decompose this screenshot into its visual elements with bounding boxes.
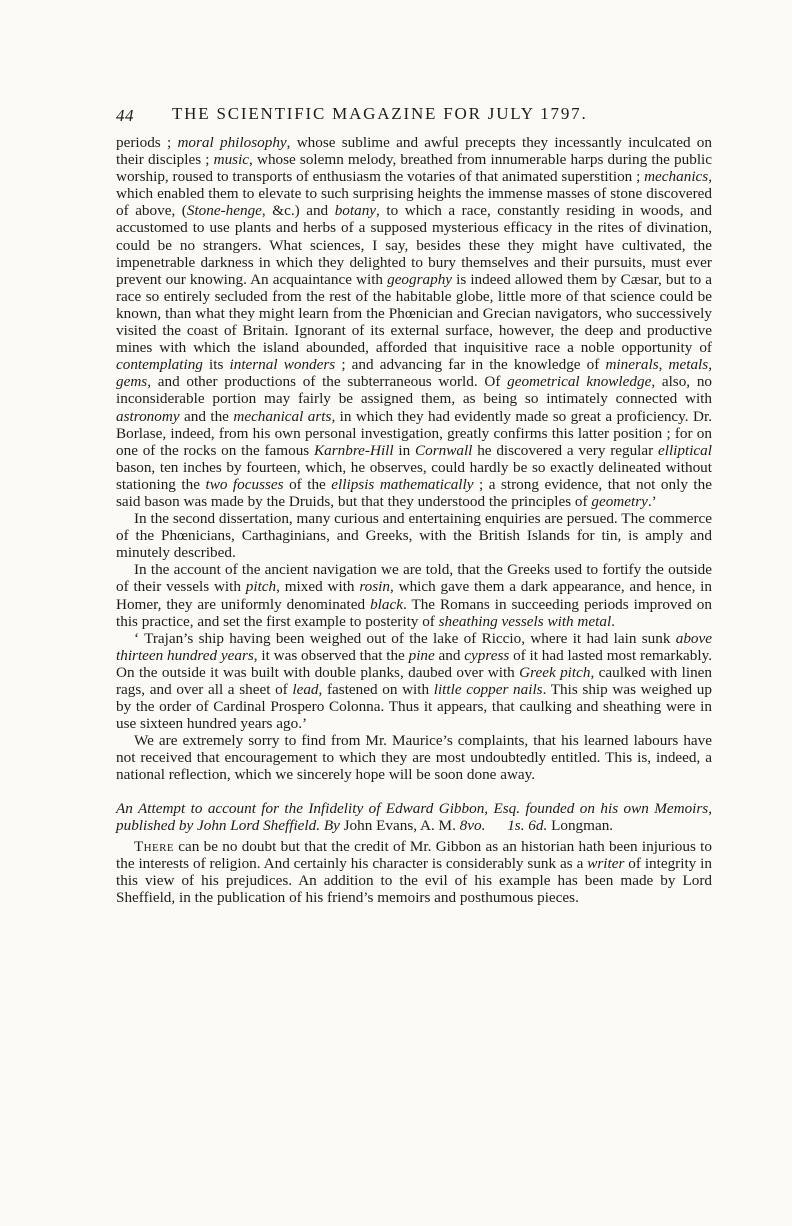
page-number: 44 — [116, 106, 134, 125]
article-paragraph: In the second dissertation, many curious and entertaining enquiries are persued. The commerce of the Phœnicians, Carthaginians, and Greeks, with the British Islands for tin, is amply and minutely described. — [116, 510, 712, 562]
article-paragraphs — [116, 134, 712, 784]
body-text — [116, 134, 712, 906]
article-paragraph: ‘ Trajan’s ship having been weighed out of the lake of Riccio, where it had lain sunk above thirteen hundred years, it was observed that the pine and cypress of it had lasted most remarkably. On the outside it was built with double planks, daubed over with Greek pitch, caulked with linen rags, and over all a sheet of lead, fastened on with little copper nails. This ship was weighed up by the order of Cardinal Prospero Colonna. Thus it appears, that caulking and sheathing were in use sixteen hundred years ago.’ — [116, 629, 712, 733]
article-paragraph: We are extremely sorry to find from Mr. Maurice’s complaints, that his learned labours have not received that encouragement to which they are most undoubtedly entitled. This is, indeed, a national reflection, which we sincerely hope will be soon done away. — [116, 732, 712, 784]
article-paragraph: periods ; moral philosophy, whose sublime and awful precepts they incessantly inculcated on their disciples ; music, whose solemn melody, breathed from innumerable harps during the public worship, roused to transports of enthusiasm the votaries of that animated superstition ; mechanics, which enabled them to elevate to such surprising heights the immense masses of stone discovered of above, (Stone-henge, &c.) and botany, to which a race, constantly residing in woods, and accustomed to use plants and herbs of a supposed mysterious efficacy in the rites of divination, could be no strangers. What sciences, I say, besides these they might have cultivated, the impenetrable darkness in which they delighted to bury themselves and their pursuits, must ever prevent our knowing. An acquaintance with geography is indeed allowed them by Cæsar, but to a race so entirely secluded from the rest of the habitable globe, little more of that science could be known, than what they might learn from the Phœnician and Grecian navigators, who successively visited the coast of Britain. Ignorant of its external surface, however, the deep and productive mines with which the island abounded, afforded that inquisitive race a noble opportunity of contemplating its internal wonders ; and advancing far in the knowledge of minerals, metals, gems, and other productions of the subterraneous world. Of geometrical knowledge, also, no inconsiderable portion may fairly be assigned them, as being so intimately connected with astronomy and the mechanical arts, in which they had evidently made so great a proficiency. Dr. Borlase, indeed, from his own personal investigation, greatly confirms this latter position ; for on one of the rocks on the famous Karnbre-Hill in Cornwall he discovered a very regular elliptical bason, ten inches by fourteen, which, he observes, could hardly be so exactly delineated without stationing the two focusses of the ellipsis mathematically ; a strong evidence, that not only the said bason was made by the Druids, but that they understood the principles of geometry.’ — [116, 134, 713, 510]
page-header — [116, 102, 712, 128]
article-paragraph: In the account of the ancient navigation we are told, that the Greeks used to fortify the outside of their vessels with pitch, mixed with rosin, which gave them a dark appearance, and hence, in Homer, they are uniformly denominated black. The Romans in succeeding periods improved on this practice, and set the first example to posterity of sheathing vessels with metal. — [116, 561, 712, 630]
running-head: THE SCIENTIFIC MAGAZINE FOR JULY 1797. — [172, 104, 588, 123]
review-heading: An Attempt to account for the Infidelity of Edward Gibbon, Esq. founded on his own Memoirs, published by John Lord Sheffield. By John Evans, A. M. 8vo. 1s. 6d. Longman. — [116, 799, 712, 835]
review-paragraphs — [116, 838, 712, 906]
review-paragraph: There can be no doubt but that the credit of Mr. Gibbon as an historian hath been injurious to the interests of religion. And certainly his character is considerably sunk as a writer of integrity in this view of his prejudices. An addition to the evil of his example has been made by Lord Sheffield, in the publication of his friend’s memoirs and posthumous pieces. — [116, 837, 712, 907]
